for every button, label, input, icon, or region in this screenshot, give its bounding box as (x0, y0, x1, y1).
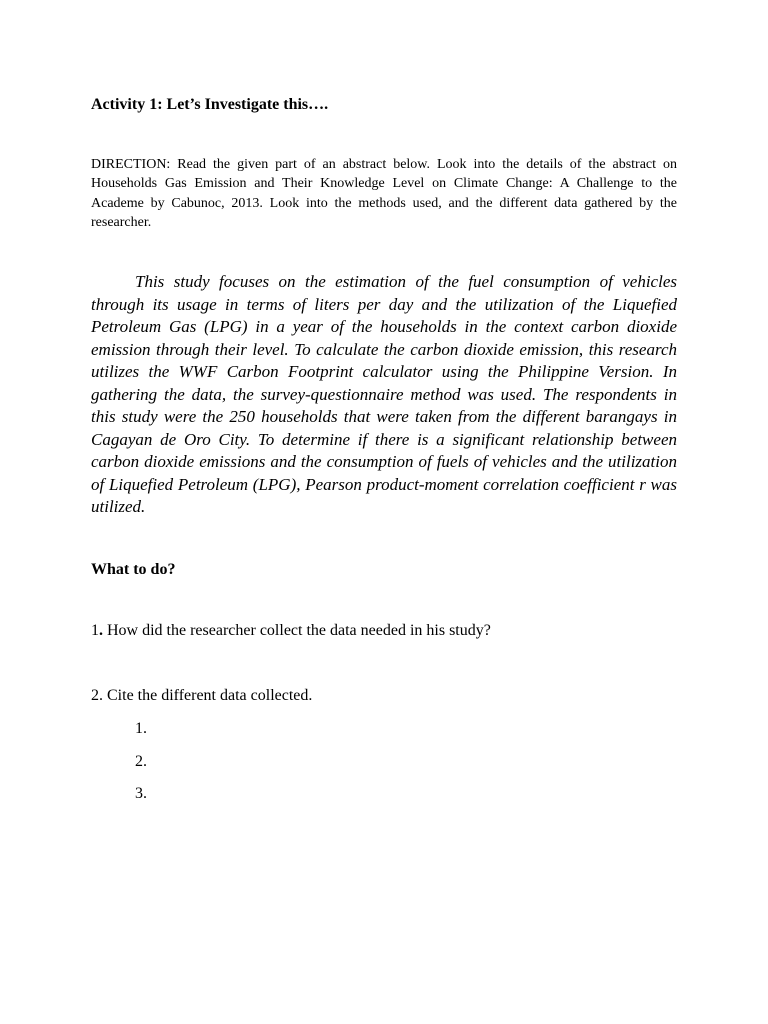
question-1 (91, 621, 491, 641)
question-2 (91, 686, 312, 706)
direction-paragraph: DIRECTION: Read the given part of an abstract below. Look into the details of the abstract on Households Gas Emission and Their Knowledge Level on Climate Change: A Challenge to the Academe by Cabunoc, 2013. Look into the methods used, and the different data gathered by the researcher. (91, 157, 677, 230)
answer-item-3: 3. (135, 785, 147, 802)
question-number: 1 (91, 622, 99, 639)
question-dot: . (99, 687, 103, 704)
question-text: How did the researcher collect the data needed in his study? (103, 622, 491, 639)
abstract-paragraph: This study focuses on the estimation of the fuel consumption of vehicles through its usage in terms of liters per day and the utilization of the Liquefied Petroleum Gas (LPG) in a year of the households in the context carbon dioxide emission through their level. To calculate the carbon dioxide emission, this research utilizes the WWF Carbon Footprint calculator using the Philippine Version. In gathering the data, the survey-questionnaire method was used. The respondents in this study were the 250 households that were taken from the different barangays in Cagayan de Oro City. To determine if there is a significant relationship between carbon dioxide emissions and the consumption of fuels of vehicles and the utilization of Liquefied Petroleum (LPG), Pearson product-moment correlation coefficient r was utilized. (91, 272, 677, 516)
question-text: Cite the different data collected. (103, 687, 313, 704)
question-dot: . (99, 622, 103, 639)
answer-item-2: 2. (135, 753, 147, 770)
what-to-do-heading: What to do? (91, 561, 176, 578)
question-number: 2 (91, 687, 99, 704)
activity-title: Activity 1: Let’s Investigate this…. (91, 96, 329, 113)
answer-item-1: 1. (135, 720, 147, 737)
